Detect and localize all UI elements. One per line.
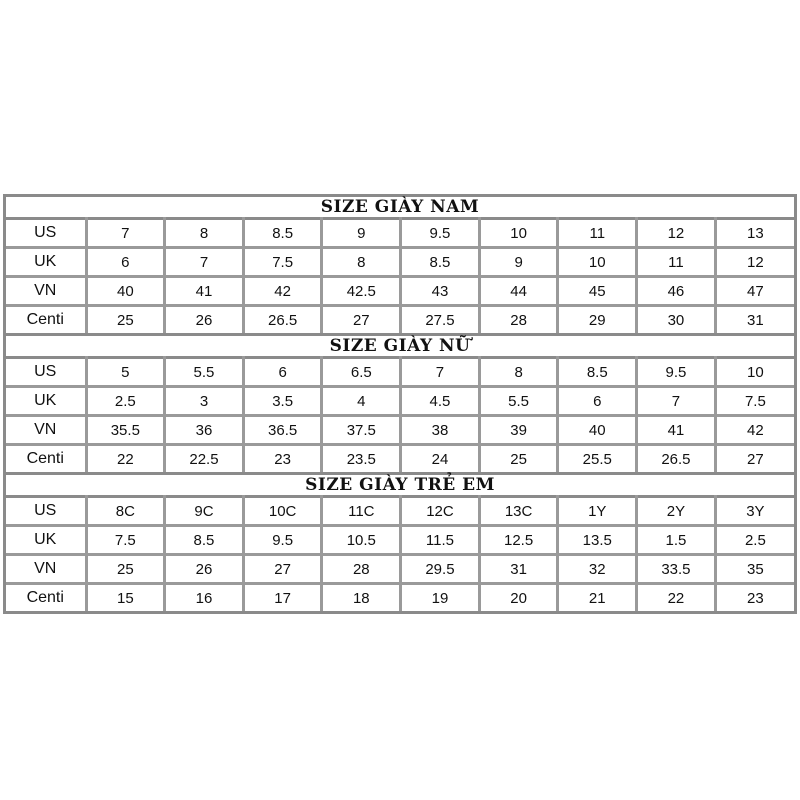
table-row	[6, 416, 794, 445]
size-cell: 43	[401, 277, 480, 306]
size-cell: 3	[165, 387, 244, 416]
size-cell: 11C	[322, 497, 401, 526]
row-label: US	[34, 363, 57, 380]
size-cell: 11.5	[401, 526, 480, 555]
size-cell: 22	[637, 584, 716, 612]
row-label: VN	[6, 555, 86, 584]
size-cell: 9	[322, 219, 401, 248]
size-cell: 25	[479, 445, 558, 473]
table-row	[6, 248, 794, 277]
table-row	[6, 555, 794, 584]
row-label: UK	[6, 248, 86, 277]
size-cell: 35.5	[86, 416, 165, 445]
size-cell: 16	[165, 584, 244, 612]
size-cell: 5	[86, 358, 165, 387]
section-title: SIZE GIÀY NỮ	[6, 333, 794, 356]
size-cell: 25	[86, 306, 165, 334]
table-row	[6, 526, 794, 555]
shoe-size-chart	[3, 194, 797, 614]
size-cell: 2Y	[637, 497, 716, 526]
size-cell: 24	[401, 445, 480, 473]
table-row	[6, 445, 794, 473]
size-cell: 19	[401, 584, 480, 612]
table-row	[6, 497, 794, 526]
size-cell: 27.5	[401, 306, 480, 334]
size-cell: 37.5	[322, 416, 401, 445]
table-row	[6, 584, 794, 612]
size-cell: 22	[86, 445, 165, 473]
size-table	[6, 495, 794, 611]
size-cell: 7.5	[715, 387, 794, 416]
size-cell: 10	[479, 219, 558, 248]
size-cell: 4.5	[401, 387, 480, 416]
size-cell: 32	[558, 555, 637, 584]
size-cell: 30	[637, 306, 716, 334]
size-cell: 42	[715, 416, 794, 445]
size-cell: 44	[479, 277, 558, 306]
size-cell: 23	[243, 445, 322, 473]
row-label: Centi	[6, 584, 86, 612]
size-cell: 38	[401, 416, 480, 445]
section-title: SIZE GIÀY NAM	[320, 197, 480, 217]
table-row	[6, 219, 794, 248]
size-cell: 17	[243, 584, 322, 612]
size-cell: 11	[558, 219, 637, 248]
size-cell: 9.5	[243, 526, 322, 555]
size-cell: 3.5	[243, 387, 322, 416]
size-cell: 36.5	[243, 416, 322, 445]
size-cell: 40	[86, 277, 165, 306]
size-cell: 6.5	[322, 358, 401, 387]
size-cell: 12	[637, 219, 716, 248]
size-cell: 12.5	[479, 526, 558, 555]
size-cell: 25	[86, 555, 165, 584]
table-row	[6, 306, 794, 334]
size-cell: 9.5	[637, 358, 716, 387]
size-cell: 47	[715, 277, 794, 306]
size-cell: 5.5	[479, 387, 558, 416]
size-cell: 46	[637, 277, 716, 306]
size-cell: 40	[558, 416, 637, 445]
size-cell: 41	[637, 416, 716, 445]
size-cell: 27	[322, 306, 401, 334]
size-table	[6, 217, 794, 333]
table-row	[6, 358, 794, 387]
size-cell: 27	[715, 445, 794, 473]
size-cell: 26	[165, 306, 244, 334]
size-cell: 7	[165, 248, 244, 277]
row-label: Centi	[6, 306, 86, 334]
size-cell: 8.5	[558, 358, 637, 387]
size-cell: 1Y	[558, 497, 637, 526]
size-cell: 13	[715, 219, 794, 248]
table-row	[6, 277, 794, 306]
size-cell: 41	[165, 277, 244, 306]
size-cell: 29.5	[401, 555, 480, 584]
row-label: UK	[6, 526, 86, 555]
size-cell: 31	[479, 555, 558, 584]
size-cell: 22.5	[165, 445, 244, 473]
size-cell: 39	[479, 416, 558, 445]
size-cell: 15	[86, 584, 165, 612]
size-cell: 10.5	[322, 526, 401, 555]
row-label: VN	[6, 277, 86, 306]
size-cell: 7.5	[243, 248, 322, 277]
size-cell: 12	[715, 248, 794, 277]
size-cell: 13C	[479, 497, 558, 526]
size-cell: 3Y	[715, 497, 794, 526]
size-cell: 9.5	[401, 219, 480, 248]
size-cell: 10C	[243, 497, 322, 526]
size-cell: 10	[558, 248, 637, 277]
row-label: VN	[6, 416, 86, 445]
size-cell: 8	[479, 358, 558, 387]
size-cell: 36	[165, 416, 244, 445]
size-cell: 25.5	[558, 445, 637, 473]
size-cell: 42	[243, 277, 322, 306]
size-cell: 42.5	[322, 277, 401, 306]
size-cell: 8.5	[401, 248, 480, 277]
size-cell: 7	[86, 219, 165, 248]
size-table	[6, 356, 794, 472]
size-cell: 26.5	[243, 306, 322, 334]
size-cell: 8	[322, 248, 401, 277]
size-cell: 5.5	[165, 358, 244, 387]
size-cell: 7	[401, 358, 480, 387]
row-label: Centi	[6, 445, 86, 473]
size-cell: 7	[637, 387, 716, 416]
size-cell: 8C	[86, 497, 165, 526]
size-cell: 23	[715, 584, 794, 612]
size-cell: 33.5	[637, 555, 716, 584]
size-cell: 26.5	[637, 445, 716, 473]
size-cell: 6	[86, 248, 165, 277]
size-cell: 9C	[165, 497, 244, 526]
size-cell: 31	[715, 306, 794, 334]
row-label: US	[34, 224, 57, 241]
size-cell: 21	[558, 584, 637, 612]
row-label: US	[34, 502, 57, 519]
size-cell: 45	[558, 277, 637, 306]
size-cell: 11	[637, 248, 716, 277]
size-cell: 6	[243, 358, 322, 387]
size-cell: 28	[322, 555, 401, 584]
row-label: UK	[6, 387, 86, 416]
section-title: SIZE GIÀY TRẺ EM	[6, 472, 794, 495]
size-cell: 29	[558, 306, 637, 334]
size-cell: 26	[165, 555, 244, 584]
size-cell: 27	[243, 555, 322, 584]
size-cell: 2.5	[715, 526, 794, 555]
size-cell: 7.5	[86, 526, 165, 555]
size-cell: 13.5	[558, 526, 637, 555]
size-cell: 1.5	[637, 526, 716, 555]
size-cell: 8.5	[165, 526, 244, 555]
size-cell: 23.5	[322, 445, 401, 473]
size-cell: 8	[165, 219, 244, 248]
size-cell: 35	[715, 555, 794, 584]
size-cell: 10	[715, 358, 794, 387]
table-row	[6, 387, 794, 416]
size-cell: 18	[322, 584, 401, 612]
size-cell: 20	[479, 584, 558, 612]
size-cell: 2.5	[86, 387, 165, 416]
size-cell: 28	[479, 306, 558, 334]
size-cell: 9	[479, 248, 558, 277]
size-cell: 6	[558, 387, 637, 416]
size-cell: 4	[322, 387, 401, 416]
size-cell: 12C	[401, 497, 480, 526]
size-cell: 8.5	[243, 219, 322, 248]
